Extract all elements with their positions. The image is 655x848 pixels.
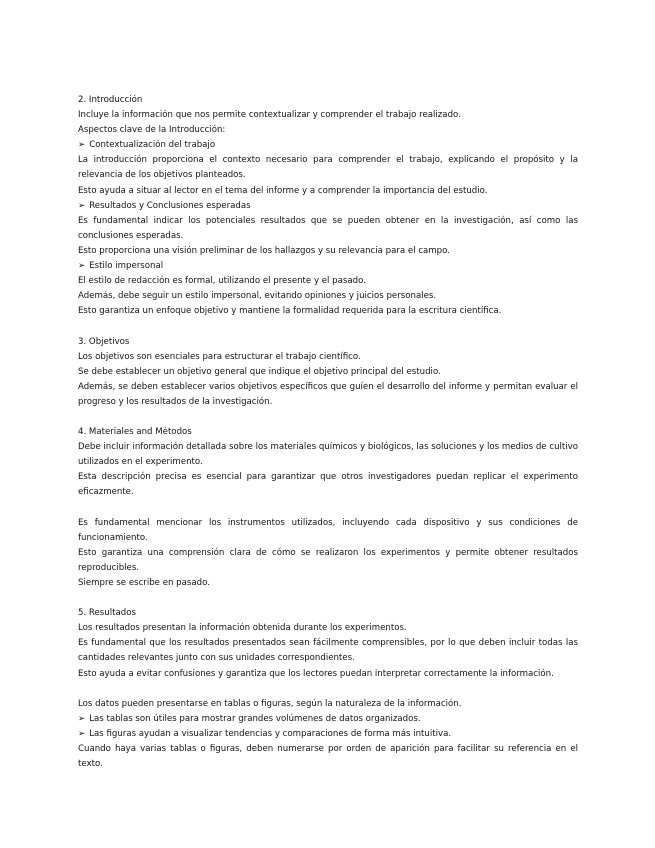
paragraph: Esto garantiza una comprensión clara de cómo se realizaron los experimentos y permite obtener resultados reproducibles. xyxy=(78,547,578,573)
section-heading-materiales-metodos: 4. Materiales and Métodos xyxy=(78,427,192,438)
paragraph: Además, debe seguir un estilo impersonal, evitando opiniones y juicios personales. xyxy=(78,291,437,302)
paragraph: Los datos pueden presentarse en tablas o figuras, según la naturaleza de la información. xyxy=(78,698,462,709)
arrow-bullet-icon: ➢ xyxy=(78,713,86,724)
paragraph: Los objetivos son esenciales para estructurar el trabajo científico. xyxy=(78,351,361,362)
paragraph: Esto garantiza un enfoque objetivo y mantiene la formalidad requerida para la escritura científica. xyxy=(78,306,502,317)
bullet-text: Contextualización del trabajo xyxy=(89,140,216,151)
section-heading-objetivos: 3. Objetivos xyxy=(78,336,130,347)
bullet-item xyxy=(78,712,578,727)
bullet-item xyxy=(78,199,578,214)
spacer xyxy=(78,410,578,425)
spacer xyxy=(78,682,578,697)
paragraph: Es fundamental mencionar los instrumentos utilizados, incluyendo cada dispositivo y sus condiciones de funcionamiento. xyxy=(78,517,578,543)
paragraph: Aspectos clave de la Introducción: xyxy=(78,125,226,136)
paragraph: Es fundamental indicar los potenciales resultados que se pueden obtener en la investigación, así como las conclusiones esperadas. xyxy=(78,215,578,241)
paragraph: Cuando haya varias tablas o figuras, deben numerarse por orden de aparición para facilitar su referencia en el texto. xyxy=(78,744,578,770)
arrow-bullet-icon: ➢ xyxy=(78,200,86,211)
document-page xyxy=(78,93,578,772)
arrow-bullet-icon: ➢ xyxy=(78,261,86,272)
section-heading-introduccion: 2. Introducción xyxy=(78,95,143,105)
paragraph: Además, se deben establecer varios objetivos específicos que guíen el desarrollo del informe y permitan evaluar el progreso y los resultados de la investigación. xyxy=(78,381,578,407)
paragraph: Siempre se escribe en pasado. xyxy=(78,578,210,588)
bullet-item xyxy=(78,259,578,274)
paragraph: Se debe establecer un objetivo general que indique el objetivo principal del estudio. xyxy=(78,366,441,377)
bullet-text: Las tablas son útiles para mostrar grandes volúmenes de datos organizados. xyxy=(89,713,421,724)
spacer xyxy=(78,591,578,606)
arrow-bullet-icon: ➢ xyxy=(78,140,86,151)
paragraph: El estilo de redacción es formal, utilizando el presente y el pasado. xyxy=(78,276,366,287)
paragraph: Esto ayuda a evitar confusiones y garantiza que los lectores puedan interpretar correctamente la información. xyxy=(78,668,554,679)
spacer xyxy=(78,319,578,334)
spacer xyxy=(78,501,578,516)
paragraph: Esto ayuda a situar al lector en el tema del informe y a comprender la importancia del estudio. xyxy=(78,185,488,196)
paragraph: Esta descripción precisa es esencial para garantizar que otros investigadores puedan replicar el experimento eficazmente. xyxy=(78,472,578,498)
paragraph: Es fundamental que los resultados presentados sean fácilmente comprensibles, por lo que deben incluir todas las cantidades relevantes junto con sus unidades correspondientes. xyxy=(78,638,578,664)
paragraph: Debe incluir información detallada sobre los materiales químicos y biológicos, las soluciones y los medios de cultivo utilizados en el experimento. xyxy=(78,442,578,468)
arrow-bullet-icon: ➢ xyxy=(78,728,86,739)
bullet-item xyxy=(78,138,578,153)
paragraph: Los resultados presentan la información obtenida durante los experimentos. xyxy=(78,623,407,634)
paragraph: Esto proporciona una visión preliminar de los hallazgos y su relevancia para el campo. xyxy=(78,245,450,256)
paragraph: La introducción proporciona el contexto necesario para comprender el trabajo, explicando el propósito y la relevancia de los objetivos planteados. xyxy=(78,155,578,181)
paragraph: Incluye la información que nos permite contextualizar y comprender el trabajo realizado. xyxy=(78,110,461,121)
bullet-item xyxy=(78,727,578,742)
section-heading-resultados: 5. Resultados xyxy=(78,608,136,619)
bullet-text: Estilo impersonal xyxy=(89,261,164,272)
bullet-text: Resultados y Conclusiones esperadas xyxy=(89,200,251,211)
bullet-text: Las figuras ayudan a visualizar tendencias y comparaciones de forma más intuitiva. xyxy=(89,728,452,739)
